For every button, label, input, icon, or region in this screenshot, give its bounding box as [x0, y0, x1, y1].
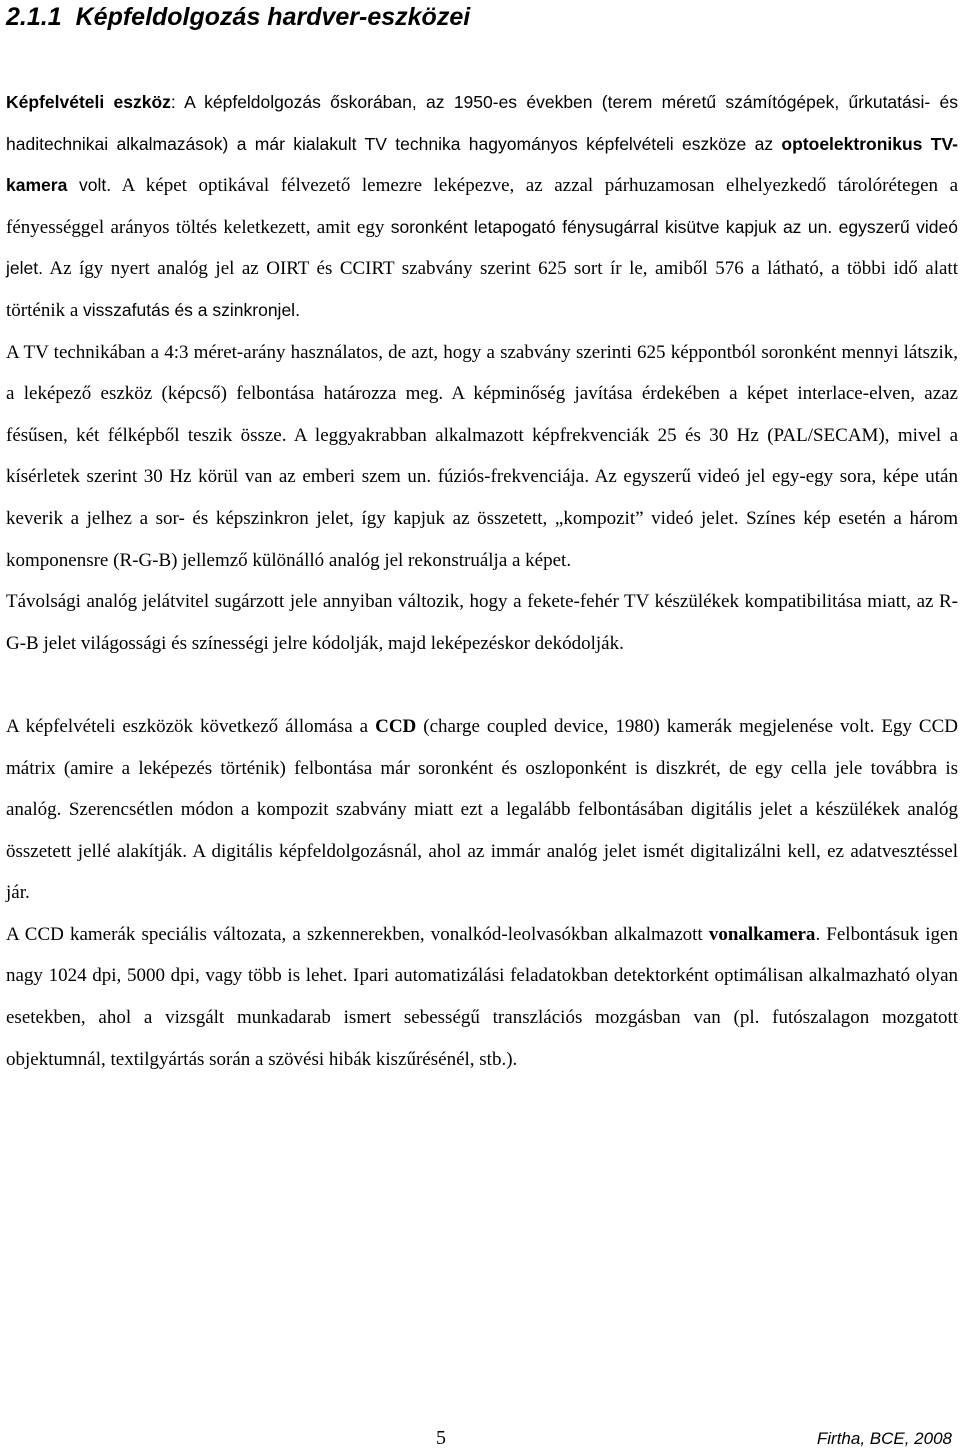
p5-intro-text: A CCD kamerák speciális változata, a szkennerekben, vonalkód-leolvasókban alkalmazott [6, 923, 709, 945]
document-body [6, 82, 958, 1080]
paragraph-ccd [6, 706, 958, 914]
paragraph-camera-history [6, 82, 958, 332]
section-heading [6, 0, 470, 34]
paragraph-tv-technique [6, 332, 958, 582]
paragraph-line-camera [6, 914, 958, 1080]
term-line-camera: vonalkamera [708, 923, 816, 945]
p1-standard-text: Az így nyert analóg jel az OIRT és CCIRT szabvány szerint 625 sort ír le, amiből 576 a látható, a többi idő alatt történik a [6, 258, 958, 321]
p4-body-text: (charge coupled device, 1980) kamerák megjelenése volt. Egy CCD mátrix (amire a leképezés történik) felbontása már soronként és oszloponként is diszkrét, de egy cella jele továbbra is analóg. Szerencsétlen módon a kompozit szabvány miatt ezt a legalább felbontásában digitális jelet a készülékek analóg összetett jellé alakítják. A digitális képfeldolgozásnál, ahol az immár analóg jelet ismét digitalizálni kell, ez adatvesztéssel jár. [6, 715, 958, 904]
p2-aspect-text: A TV technikában a 4:3 méret-arány használatos, de azt, hogy a szabvány szerinti 625 képpontból soronként mennyi látszik, a leképező eszköz (képcső) felbontása határozza meg. [6, 341, 958, 405]
p1-intro-text: : A képfeldolgozás őskorában, az 1950-es években (terem méretű számítógépek, űrkutatási- és haditechnikai alkalmazások) a már kialakult TV technika hagyományos képfelvételi eszköze az [6, 92, 959, 154]
p5-body-text: . Felbontásuk igen nagy 1024 dpi, 5000 dpi, vagy több is lehet. Ipari automatizálási feladatokban detektorként optimálisan alkalmazható olyan esetekben, ahol a vizsgált munkadarab ismert sebességű transzlációs mozgásban van (pl. futószalagon mozgatott objektumnál, textilgyártás során a szövési hibák kiszűrésénél, stb.). [6, 923, 958, 1070]
p4-intro-text: A képfelvételi eszközök következő állomása a [6, 715, 376, 737]
section-number: 2.1.1 [6, 3, 62, 31]
term-ccd: CCD [375, 715, 417, 737]
p1-charge-text: A képet optikával félvezető lemezre leképezve, az azzal párhuzamosan elhelyezkedő tárolórétegen a fényességgel arányos töltés keletkezett, amit egy [6, 175, 959, 238]
p1-retrace-text: visszafutás és a szinkronjel. [83, 299, 300, 320]
p3-text: Távolsági analóg jelátvitel sugárzott jele annyiban változik, hogy a fekete-fehér TV készülékek kompatibilitása miatt, az R-G-B jelet világossági és színességi jelre kódolják, majd leképezéskor dekódolják. [6, 591, 958, 654]
p2-interlace-text: A képminőség javítása érdekében a képet interlace-elven, azaz fésűsen, két félképből teszik össze. [6, 383, 958, 446]
term-image-capture-device: Képfelvételi eszköz [6, 92, 171, 112]
p2-composite-text: Az egyszerű videó jel egy-egy sora, képe után keverik a jelhez a sor- és képszinkron jelet, így kapjuk az összetett, „kompozit” videó jelet. [6, 466, 958, 529]
section-title: Képfeldolgozás hardver-eszközei [75, 3, 471, 31]
p1-was-text: volt. [67, 175, 112, 196]
page-number: 5 [436, 1427, 446, 1449]
p2-color-text: Színes kép esetén a három komponensre (R-G-B) jellemző különálló analóg jel rekonstruálja a képet. [6, 507, 959, 571]
paragraph-transmission [6, 581, 958, 664]
footer-author-note: Firtha, BCE, 2008 [816, 1429, 952, 1448]
term-tv-camera: optoelektronikus TV-kamera [6, 133, 958, 196]
p2-frequency-text: A leggyakrabban alkalmazott képfrekvenciák 25 és 30 Hz (PAL/SECAM), mivel a kísérletek szerint 30 Hz körül van az emberi szem un. fúziós-frekvenciája. [6, 424, 958, 488]
p1-video-signal-text: soronként letapogató fénysugárral kisütve kapjuk az un. egyszerű videó jelet. [6, 216, 958, 279]
